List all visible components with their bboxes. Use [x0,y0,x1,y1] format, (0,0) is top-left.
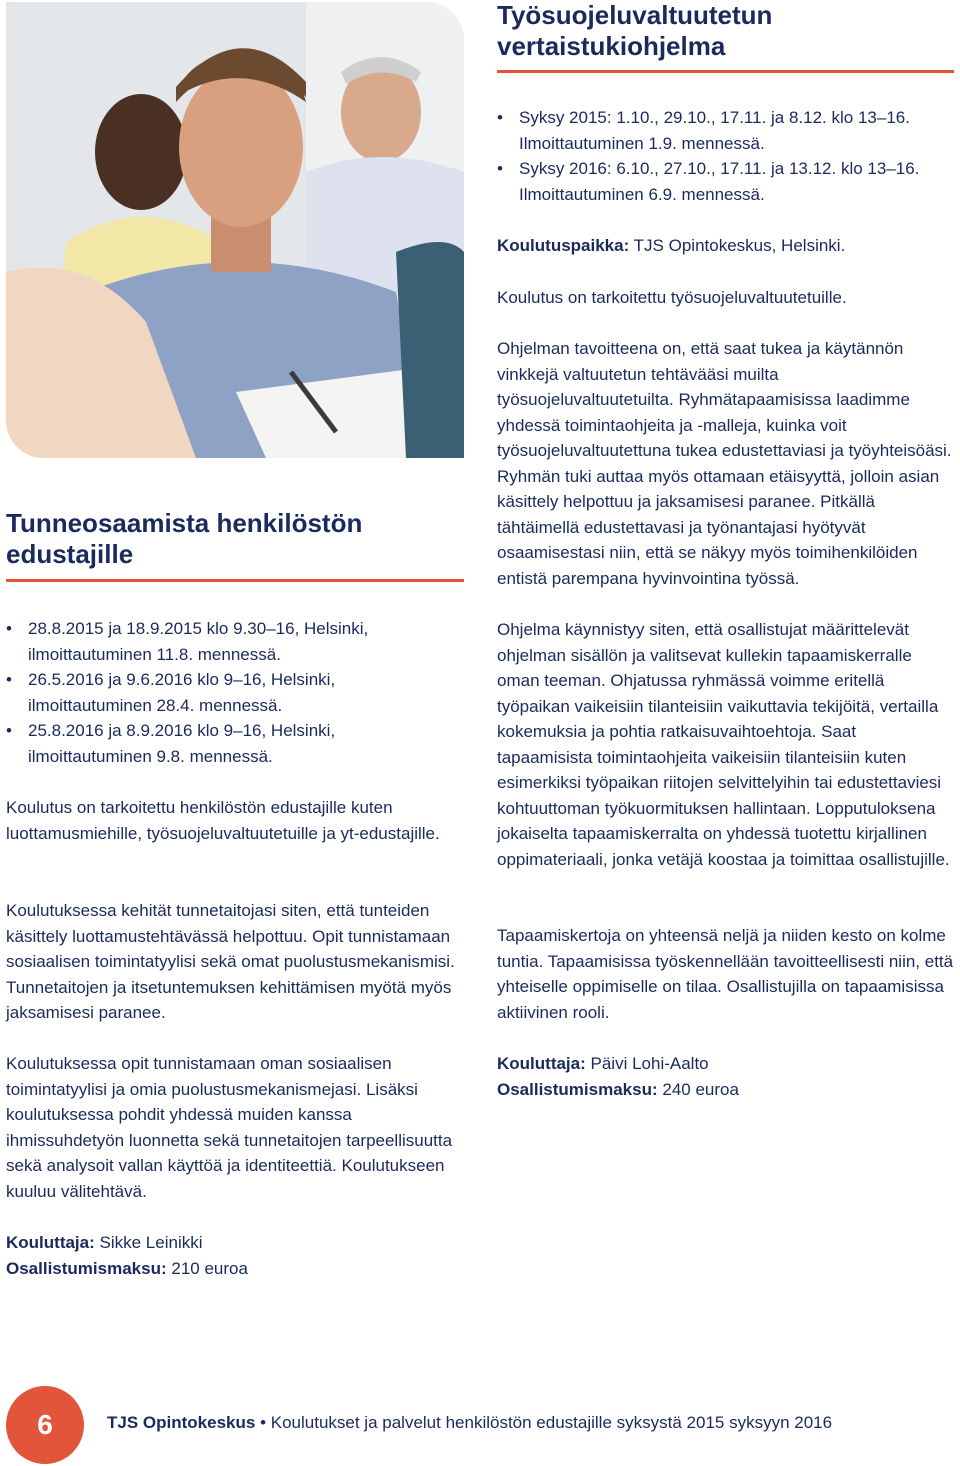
footer-org: TJS Opintokeskus [107,1413,256,1432]
venue-line [497,233,954,259]
right-trainer-name: Päivi Lohi-Aalto [590,1054,709,1073]
left-trainer-name: Sikke Leinikki [99,1233,203,1252]
left-dates-list [6,616,426,769]
left-fee-label: Osallistumismaksu: [6,1259,167,1278]
left-paragraph-3: Koulutuksessa opit tunnistamaan oman sosiaalisen toimintatyylisi ja omia puolustusmekanismejasi. Lisäksi koulutuksessa pohdit yhdessä muiden kanssa ihmissuhdetyön luonnetta sekä tunnetaitojen tarpeellisuutta sekä analysoit vallan käyttöä ja identiteettiä. Koulutukseen kuuluu välitehtävä. [6,1054,453,1201]
list-item: • 28.8.2015 ja 18.9.2015 klo 9.30–16, Helsinki, ilmoittautuminen 11.8. mennessä. [6,616,426,667]
right-fee-value: 240 euroa [662,1080,739,1099]
right-dates-list [497,105,937,207]
list-item: • 25.8.2016 ja 8.9.2016 klo 9–16, Helsinki, ilmoittautuminen 9.8. mennessä. [6,718,426,769]
right-title-divider [497,70,954,73]
right-paragraph-3: Tapaamiskertoja on yhteensä neljä ja niiden kesto on kolme tuntia. Tapaamisissa työskennellään tavoitteellisesti niin, että yhteiselle oppimiselle on tilaa. Osallistujilla on tapaamisissa aktiivinen rooli. [497,926,954,1022]
footer-description: Koulutukset ja palvelut henkilöstön edustajille syksystä 2015 syksyyn 2016 [270,1413,833,1432]
list-item: • Syksy 2016: 6.10., 27.10., 17.11. ja 13.12. klo 13–16. Ilmoittautuminen 6.9. mennessä. [497,156,937,207]
right-paragraph-1: Ohjelman tavoitteena on, että saat tukea ja käytännön vinkkejä valtuutetun tehtävääsi muilta työsuojeluvaltuutetuilta. Ryhmätapaamisissa laadimme yhdessä toimintaohjeita ja -malleja, kuinka voit työsuojeluvaltuutettuna tukea edustettaviasi ja työyhteisöäsi. Ryhmän tuki auttaa myös ottamaan etäisyyttä, jolloin asian käsittely helpottuu ja jaksamisesi paranee. Pitkällä tähtäimellä edustettavasi ja työnantajasi hyötyvät osaamisestasi niin, että se näkyy myös toimihenkilöiden entistä parempana hyvinvointina työssä. [497,339,952,588]
venue-label: Koulutuspaikka: [497,236,630,255]
left-fee [6,1256,456,1282]
left-title-divider [6,579,464,582]
classroom-photo [6,2,464,458]
left-trainer [6,1230,456,1256]
left-section-title: Tunneosaamista henkilöstön edustajille [6,508,363,569]
page-number-badge: 6 [6,1386,84,1464]
right-audience: Koulutus on tarkoitettu työsuojeluvaltuutetuille. [497,288,847,307]
right-fee [497,1077,954,1103]
list-item: • 26.5.2016 ja 9.6.2016 klo 9–16, Helsinki, ilmoittautuminen 28.4. mennessä. [6,667,426,718]
right-paragraph-2: Ohjelma käynnistyy siten, että osallistujat määrittelevät ohjelman sisällön ja valitsevat kullekin tapaamiskerralle oman teeman. Ohjatussa ryhmässä voimme eritellä työpaikan vaikeisiin tilanteisiin vaikuttavia tekijöitä, vertailla kokemuksia ja pohtia ratkaisuvaihtoehtoja. Saat tapaamisista toimintaohjeita vaikeisiin tilanteisiin kuten esimerkiksi työpaikan riitojen selvittelyihin tai edustettaviesi kohtuuttoman työkuormituksen hallintaan. Lopputuloksena jokaiselta tapaamiskerralta on yhdessä tuotettu kirjallinen oppimateriaali, jonka vetäjä koostaa ja toimittaa osallistujille. [497,620,950,869]
footer-separator: • [260,1413,267,1432]
left-fee-value: 210 euroa [171,1259,248,1278]
venue-value: TJS Opintokeskus, Helsinki. [633,236,846,255]
left-paragraph-1: Koulutus on tarkoitettu henkilöstön edustajille kuten luottamusmiehille, työsuojeluvaltuutetuille ja yt-edustajille. [6,798,440,843]
list-item: • Syksy 2015: 1.10., 29.10., 17.11. ja 8.12. klo 13–16. Ilmoittautuminen 1.9. mennessä. [497,105,937,156]
right-trainer-label: Kouluttaja: [497,1054,586,1073]
footer-text [107,1413,832,1433]
left-paragraph-2: Koulutuksessa kehität tunnetaitojasi siten, että tunteiden käsittely luottamustehtävässä helpottuu. Opit tunnistamaan sosiaalisen toimintatyylisi sekä omat puolustusmekanismisi. Tunnetaitojen ja itsetuntemuksen kehittämisen myötä myös jaksamisesi paranee. [6,901,455,1022]
right-section-title: Työsuojeluvaltuutetun vertaistukiohjelma [497,0,773,61]
photo-illustration [6,2,464,458]
right-fee-label: Osallistumismaksu: [497,1080,658,1099]
left-trainer-label: Kouluttaja: [6,1233,95,1252]
right-trainer [497,1051,954,1077]
